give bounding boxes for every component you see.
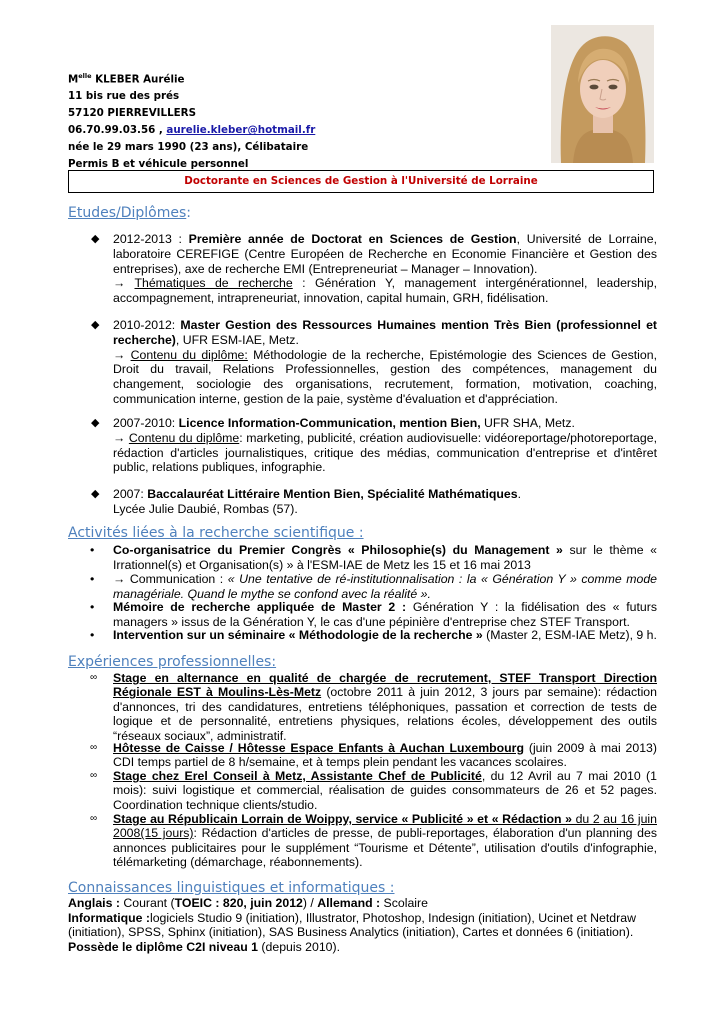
contact-phone-email: 06.70.99.03.56 , aurelie.kleber@hotmail.fr: [68, 124, 316, 137]
arrow-icon: →: [113, 430, 129, 445]
experience-item: ∞ Hôtesse de Caisse / Hôtesse Espace Enfants à Auchan Luxembourg (juin 2009 à mai 2013) CDI temps partiel de 8 h/semaine, et à temps plein pendant les vacances scolaires.: [90, 741, 657, 770]
diamond-bullet-icon: ◆: [91, 488, 100, 500]
contact-birth: née le 29 mars 1990 (23 ans), Célibataire: [68, 141, 309, 154]
research-item: • Co-organisatrice du Premier Congrès « Philosophie(s) du Management » sur le thème « Irrationnel(s) et Organisation(s) » à l'ESM-IAE de Metz les 15 et 16 mai 2013: [90, 543, 658, 572]
dot-bullet-icon: •: [90, 600, 95, 614]
education-item: ◆ 2012-2013 : Première année de Doctorat en Sciences de Gestion, Université de Lorraine, laboratoire CEREFIGE (Centre Européen de Recherche en Economie Financière et Gestion des entreprises), axe de recherche EMI (Entrepreneuriat – Manager – Innovation). → Thématiques de recherche : Génération Y, management intergénérationnel, leadership, accompagnement, intrapreneuriat, innovation, capital humain, GRH, fidélisation.: [91, 232, 658, 306]
dot-bullet-icon: •: [90, 543, 95, 557]
infinity-bullet-icon: ∞: [90, 742, 98, 753]
diamond-bullet-icon: ◆: [91, 233, 100, 245]
arrow-icon: →: [113, 276, 135, 291]
contact-address-line2: 57120 PIERREVILLERS: [68, 107, 197, 120]
dot-bullet-icon: •: [90, 572, 95, 586]
diamond-bullet-icon: ◆: [91, 319, 100, 331]
education-item: ◆ 2007: Baccalauréat Littéraire Mention Bien, Spécialité Mathématiques. Lycée Julie Daubié, Rombas (57).: [91, 487, 522, 516]
arrow-icon: →: [113, 347, 131, 362]
infinity-bullet-icon: ∞: [90, 672, 98, 683]
research-item: • Intervention sur un séminaire « Méthodologie de la recherche » (Master 2, ESM-IAE Metz), 9 h.: [90, 628, 657, 642]
skills-block: [68, 896, 658, 954]
arrow-icon: →: [113, 572, 130, 586]
dot-bullet-icon: •: [90, 628, 95, 642]
experience-item: ∞ Stage chez Erel Conseil à Metz, Assistante Chef de Publicité, du 12 Avril au 7 mai 2010 (1 mois): suivi logistique et commercial, réalisation de guides consommateurs de 26 et 52 pages. Coordination technique clients/studio.: [90, 769, 657, 812]
languages-line: Anglais : Courant (TOEIC : 820, juin 2012) / Allemand : Scolaire: [68, 896, 428, 910]
section-title-research: Activités liées à la recherche scientifique :: [68, 525, 364, 541]
experience-item: ∞ Stage au Républicain Lorrain de Woippy, service « Publicité » et « Rédaction » du 2 au 16 juin 2008(15 jours): Rédaction d'articles de presse, de publi-reportages, élaboration d'un planning des annonces publicitaires pour le supplément “Tourisme et Détente”, utilisation d'outils d'infographie, télémarketing (démarchage, réabonnements).: [90, 812, 657, 870]
section-title-education: Etudes/Diplômes:: [68, 205, 191, 221]
portrait-photo: [551, 25, 654, 163]
headline-banner: Doctorante en Sciences de Gestion à l'Université de Lorraine: [68, 170, 654, 193]
education-item: ◆ 2007-2010: Licence Information-Communication, mention Bien, UFR SHA, Metz. → Contenu du diplôme: marketing, publicité, création audiovisuelle: vidéoreportage/photoreportage, rédaction d'articles journalistiques, critique des médias, communication d'entreprise et d'intêret public, relations publiques, infographie.: [91, 416, 657, 475]
research-item: • → Communication : « Une tentative de ré-institutionnalisation : la « Génération Y » comme mode managériale. Quand le mythe se confond avec la réalité ».: [90, 572, 657, 601]
section-title-skills: Connaissances linguistiques et informatiques :: [68, 880, 395, 896]
diamond-bullet-icon: ◆: [91, 417, 100, 429]
section-title-experience: Expériences professionnelles:: [68, 654, 277, 670]
contact-block: [68, 68, 315, 173]
contact-license: Permis B et véhicule personnel: [68, 158, 249, 171]
education-item: ◆ 2010-2012: Master Gestion des Ressources Humaines mention Très Bien (professionnel et recherche), UFR ESM-IAE, Metz. → Contenu du diplôme: Méthodologie de la recherche, Epistémologie des Sciences de Gestion, Droit du travail, Relations Professionnelles, gestion des compétences, management du changement, sociologie des organisations, recrutement, formation, motivation, coaching, communication interne, gestion de la paie, système d'évaluation et d'appréciation.: [91, 318, 658, 406]
infinity-bullet-icon: ∞: [90, 770, 98, 781]
research-item: • Mémoire de recherche appliquée de Master 2 : Génération Y : la fidélisation des « futurs managers » issus de la Génération Y, le cas d'une pépinière d'entreprise chez STEF Transport.: [90, 600, 657, 629]
contact-name: $M^{elle}$ KLEBER Aurélie: [68, 72, 185, 86]
email-link[interactable]: aurelie.kleber@hotmail.fr: [166, 124, 316, 137]
experience-item: ∞ Stage en alternance en qualité de chargée de recrutement, STEF Transport Direction Régionale EST à Moulins-Lès-Metz (octobre 2011 à juin 2012, 3 jours par semaine): rédaction d'annonces, tri des candidatures, entretiens téléphoniques, passation et correction de tests de logique et de personnalité, entretiens physiques, relations écoles, développement des outils “réseaux sociaux”, administratif.: [90, 671, 657, 743]
c2i-line: Possède le diplôme C2I niveau 1 (depuis 2010).: [68, 939, 341, 954]
computing-line: Informatique :logiciels Studio 9 (initiation), Illustrator, Photoshop, Indesign (initiation), Ucinet et Netdraw (initiation), SPSS, Sphinx (initiation), SAS Business Analytics (initiation), Cartes et données 6 (initiation).: [68, 910, 636, 940]
infinity-bullet-icon: ∞: [90, 813, 98, 824]
contact-address-line1: 11 bis rue des prés: [68, 90, 180, 103]
